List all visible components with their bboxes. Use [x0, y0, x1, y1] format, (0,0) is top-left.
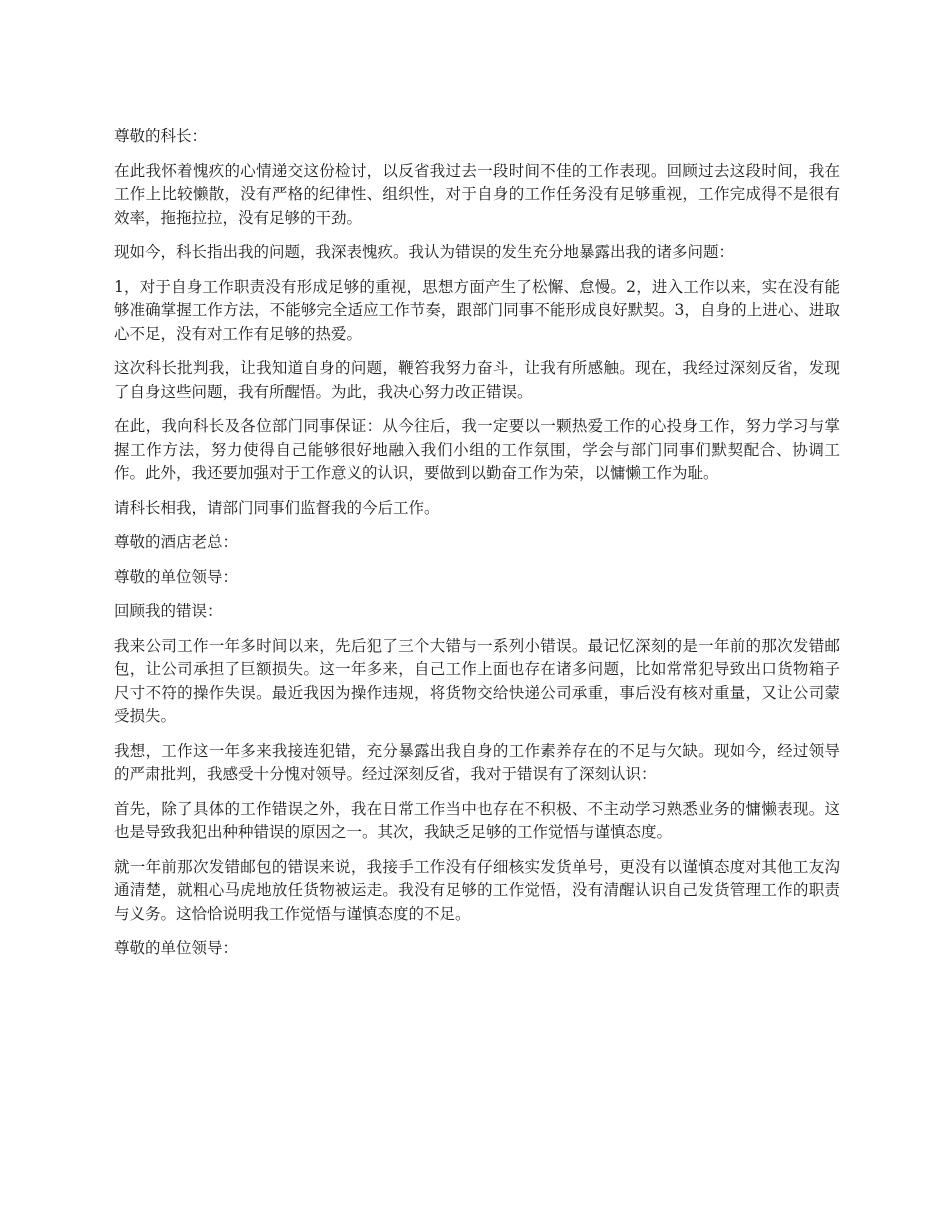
- salutation-unit-leader: 尊敬的单位领导：: [114, 567, 239, 586]
- paragraph-intro: 在此我怀着愧疚的心情递交这份检讨，以反省我过去一段时间不佳的工作表现。回顾过去这段时间，我在工作上比较懒散，没有严格的纪律性、组织性，对于自身的工作任务没有足够重视，工作完成得不是很有效率，拖拖拉拉，没有足够的干劲。: [114, 161, 840, 227]
- paragraph-acknowledgement: 现如今，科长指出我的问题，我深表愧疚。我认为错误的发生充分地暴露出我的诸多问题：: [114, 243, 735, 261]
- paragraph-problem-list: 1，对于自身工作职责没有形成足够的重视，思想方面产生了松懈、怠慢。2，进入工作以来，实在没有能够准确掌握工作方法，不能够完全适应工作节奏，跟部门同事不能形成良好默契。3，自身的上进心、进取心不足，没有对工作有足够的热爱。: [114, 277, 840, 343]
- heading-review-mistakes: 回顾我的错误：: [114, 602, 223, 620]
- paragraph-request: 请科长相我，请部门同事们监督我的今后工作。: [114, 498, 440, 517]
- paragraph-self-criticism: 我想，工作这一年多来我接连犯错，充分暴露出我自身的工作素养存在的不足与欠缺。现如今，经过领导的严肃批判，我感受十分愧对领导。经过深刻反省，我对于错误有了深刻认识：: [114, 741, 840, 783]
- paragraph-parcel-error: 就一年前那次发错邮包的错误来说，我接手工作没有仔细核实发货单号，更没有以谨慎态度对其他工友沟通清楚，就粗心马虎地放任货物被运走。我没有足够的工作觉悟，没有清醒认识自己发货管理工作的职责与义务。这恰恰说明我工作觉悟与谨慎态度的不足。: [114, 857, 840, 923]
- paragraph-reflection: 这次科长批判我，让我知道自身的问题，鞭笞我努力奋斗，让我有所感触。现在，我经过深刻反省，发现了自身这些问题，我有所醒悟。为此，我决心努力改正错误。: [114, 359, 840, 401]
- paragraph-mistakes-summary: 我来公司工作一年多时间以来，先后犯了三个大错与一系列小错误。最记忆深刻的是一年前的那次发错邮包，让公司承担了巨额损失。这一年多来，自己工作上面也存在诸多问题，比如常常犯导致出口货物箱子尺寸不符的操作失误。最近我因为操作违规，将货物交给快递公司承重，事后没有核对重量，又让公司蒙受损失。: [114, 636, 840, 725]
- paragraph-pledge: 在此，我向科长及各位部门同事保证：从今往后，我一定要以一颗热爱工作的心投身工作，努力学习与掌握工作方法，努力使得自己能够很好地融入我们小组的工作氛围，学会与部门同事们默契配合、协调工作。此外，我还要加强对于工作意义的认识，要做到以勤奋工作为荣，以慵懒工作为耻。: [114, 417, 840, 482]
- salutation-unit-leader-closing: 尊敬的单位领导：: [114, 939, 239, 957]
- paragraph-first-cause: 首先，除了具体的工作错误之外，我在日常工作当中也存在不积极、不主动学习熟悉业务的慵懒表现。这也是导致我犯出种种错误的原因之一。其次，我缺乏足够的工作觉悟与谨慎态度。: [114, 799, 840, 841]
- document-body: [114, 125, 840, 972]
- salutation-section-chief: 尊敬的科长：: [114, 127, 208, 145]
- salutation-hotel-manager: 尊敬的酒店老总：: [114, 533, 239, 551]
